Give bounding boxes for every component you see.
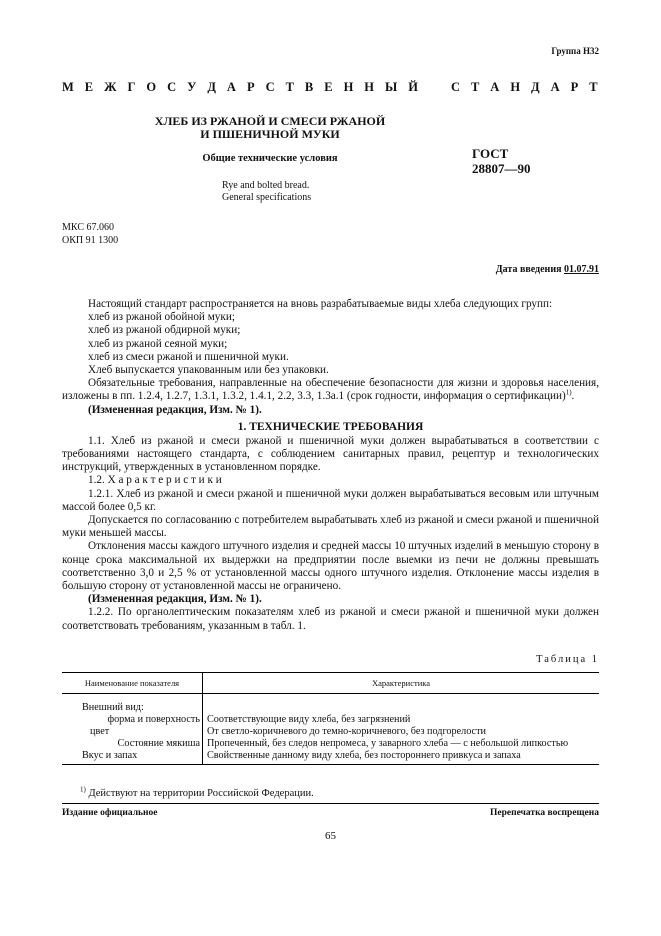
footer-divider (62, 803, 599, 804)
header-letter: А (226, 80, 236, 94)
table-cell (203, 694, 600, 715)
group-item: хлеб из смеси ржаной и пшеничной муки. (88, 350, 289, 363)
header-letter: Р (246, 80, 255, 94)
footnote-text: Действуют на территории Российской Федерации. (88, 788, 314, 799)
document-body (62, 298, 599, 633)
header-letter: О (146, 80, 157, 94)
table-cell: Состояние мякиша (62, 738, 203, 750)
english-title-line-1: Rye and bolted bread. (222, 180, 310, 191)
amendment-note: (Измененная редакция, Изм. № 1). (88, 403, 262, 416)
classification-codes (62, 221, 118, 247)
safety-text-end: . (571, 390, 575, 403)
table-cell: форма и поверхность (62, 714, 203, 726)
title-line-2: И ПШЕНИЧНОЙ МУКИ (200, 127, 340, 141)
table-row (62, 726, 599, 738)
table-cell: Внешний вид: (62, 694, 203, 715)
header-letter: А (490, 80, 500, 94)
header-letter: Г (127, 80, 136, 94)
header-letter: С (265, 80, 275, 94)
page-number: 65 (325, 830, 336, 842)
okp-code: ОКП 91 1300 (62, 235, 119, 246)
group-item: хлеб из ржаной сеяной муки; (88, 337, 228, 350)
clause-1-2: 1.2. Х а р а к т е р и с т и к и (88, 474, 222, 487)
header-letter: М (62, 80, 74, 94)
header-letter: С (450, 80, 460, 94)
header-letter: Е (84, 80, 94, 94)
group-item: хлеб из ржаной обдирной муки; (88, 324, 241, 337)
header-letter: Т (589, 80, 598, 94)
gost-label: ГОСТ (472, 146, 509, 161)
header-letter: Ж (104, 80, 117, 94)
organoleptic-table (62, 672, 599, 765)
column-header: Характеристика (203, 673, 600, 694)
document-subtitle: Общие технические условия (202, 153, 338, 164)
header-letter: Е (324, 80, 333, 94)
header-letter: Д (207, 80, 216, 94)
intro-paragraph: Настоящий стандарт распространяется на вновь разрабатываемые виды хлеба следующих групп: (88, 298, 553, 310)
clause-1-2-2: 1.2.2. По органолептическим показателям хлеб из ржаной и смеси ржаной и пшеничной муки должен соответствовать требованиям, указанным в табл. 1. (62, 606, 599, 632)
header-letter: Н (364, 80, 375, 94)
english-title (222, 180, 311, 204)
gost-number: 28807—90 (472, 161, 531, 176)
footnote-mark: 1) (80, 785, 86, 794)
safety-text: Обязательные требования, направленные на обеспечение безопасности для жизни и здоровья населения, изложены в пп. 1.2.4, 1.2.7, 1.3.1, 1.3.2, 1.4.1, 2.2, 3.3, 1.3а.1 (срок годности, информация о сертификации) (62, 377, 599, 403)
table-cell: цвет (62, 726, 203, 738)
interstate-standard-header (62, 80, 598, 95)
header-letter: Р (570, 80, 579, 94)
table-row (62, 714, 599, 726)
official-edition-label: Издание официальное (62, 808, 158, 818)
header-letter: У (187, 80, 197, 94)
date-value: 01.07.91 (564, 264, 599, 275)
table-cell: Пропеченный, без следов непромеса, у заварного хлеба — с небольшой липкостью (207, 738, 569, 749)
date-label: Дата введения (495, 264, 562, 275)
table-row (62, 738, 599, 750)
table-header-row (62, 673, 599, 694)
clause-1-2-1-deviation: Отклонения массы каждого штучного изделия и средней массы 10 штучных изделий в меньшую сторону в конце срока максимальной их выдержки на предприятии после выемки из печи не должны превышать соответственно 3,0 и 2,5 % от установленной массы одного штучного изделия. Отклонение массы изделия в большую сторону от установленной массы не ограничено. (62, 540, 599, 593)
clause-1-2-1-permission: Допускается по согласованию с потребителем вырабатывать хлеб из ржаной и смеси ржаной и пшеничной муки меньшей массы. (62, 514, 599, 540)
header-letter: С (167, 80, 177, 94)
reprint-prohibited-label: Перепечатка воспрещена (489, 808, 599, 818)
mks-code: МКС 67.060 (62, 222, 114, 233)
header-letter: Т (470, 80, 480, 94)
footnote-ref: 1) (565, 388, 572, 397)
table-cell: Вкус и запах (62, 750, 203, 765)
table-cell: Соответствующие виду хлеба, без загрязнений (207, 714, 411, 725)
table-caption: Таблица 1 (536, 654, 599, 665)
header-letter: Н (343, 80, 354, 94)
column-header: Наименование показателя (62, 673, 203, 694)
amendment-note: (Измененная редакция, Изм. № 1). (88, 593, 262, 606)
packaging-paragraph: Хлеб выпускается упакованным или без упаковки. (88, 364, 329, 377)
table-cell: Свойственные данному виду хлеба, без постороннего привкуса и запаха (203, 750, 600, 765)
table-row (62, 750, 599, 765)
group-code: Группа Н32 (551, 46, 599, 56)
clause-1-2-1: 1.2.1. Хлеб из ржаной и смеси ржаной и пшеничной муки должен вырабатываться весовым или штучным массой более 0,5 кг. (62, 487, 599, 513)
english-title-line-2: General specifications (222, 192, 312, 203)
header-letter: Т (285, 80, 294, 94)
section-title: 1. ТЕХНИЧЕСКИЕ ТРЕБОВАНИЯ (237, 420, 424, 433)
footnote (80, 785, 314, 799)
table-cell: От светло-коричневого до темно-коричневого, без подгорелости (207, 726, 486, 737)
clause-1-1: 1.1. Хлеб из ржаной и смеси ржаной и пшеничной муки должен вырабатываться в соответствии с требованиями настоящего стандарта, с соблюдением санитарных правил, рецептур и технологических инструкций, утвержденных в установленном порядке. (62, 434, 599, 474)
group-item: хлеб из ржаной обойной муки; (88, 311, 235, 324)
header-letter: Й (408, 80, 418, 94)
header-letter: Д (531, 80, 540, 94)
effective-date (496, 264, 599, 275)
safety-paragraph (62, 377, 599, 403)
table-row (62, 694, 599, 715)
header-letter: В (304, 80, 314, 94)
title-line-1: ХЛЕБ ИЗ РЖАНОЙ И СМЕСИ РЖАНОЙ (154, 114, 386, 128)
header-letter: Ы (385, 80, 398, 94)
document-title (130, 115, 410, 141)
gost-designation (472, 146, 531, 176)
header-letter: А (550, 80, 560, 94)
header-letter: Н (510, 80, 521, 94)
